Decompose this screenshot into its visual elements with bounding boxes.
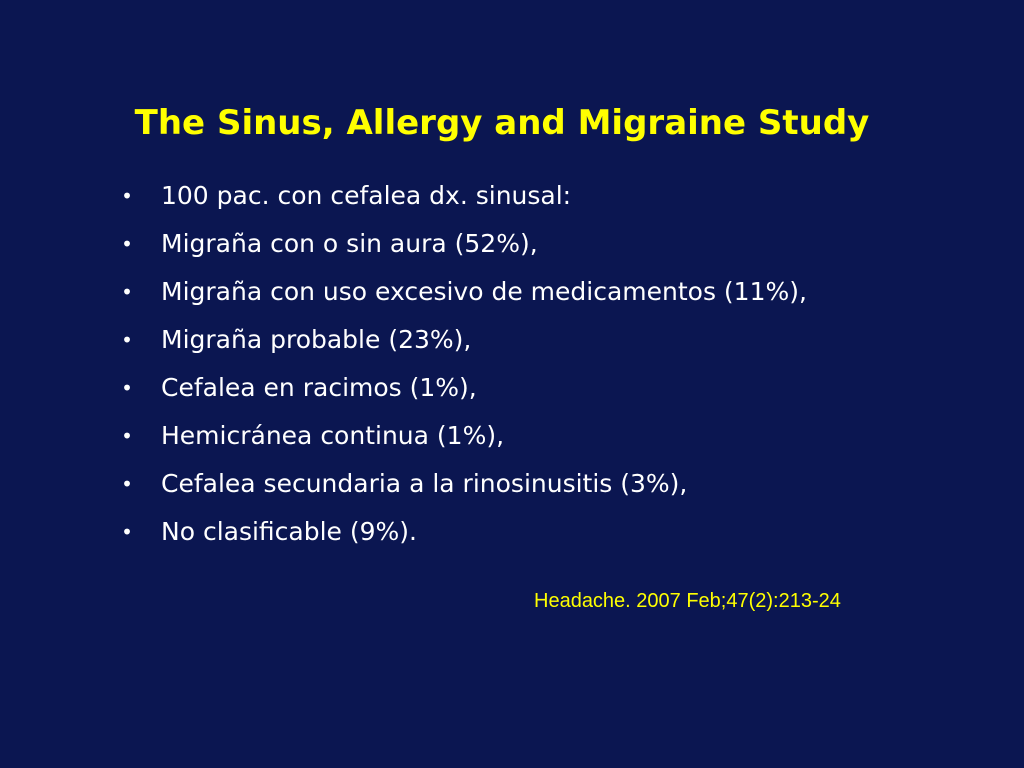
bullet-text: Cefalea secundaria a la rinosinusitis (3%),: [161, 469, 688, 498]
bullet-icon: •: [121, 520, 133, 544]
bullet-icon: •: [121, 184, 133, 208]
bullet-text: Cefalea en racimos (1%),: [161, 373, 477, 402]
bullet-text: Hemicránea continua (1%),: [161, 421, 505, 450]
citation: Headache. 2007 Feb;47(2):213-24: [534, 590, 841, 612]
bullet-icon: •: [121, 472, 133, 496]
bullet-text: 100 pac. con cefalea dx. sinusal:: [161, 181, 572, 210]
bullet-text: Migraña probable (23%),: [161, 325, 472, 354]
bullet-icon: •: [121, 232, 133, 256]
bullet-icon: •: [121, 280, 133, 304]
bullet-text: No clasificable (9%).: [161, 517, 417, 546]
bullet-icon: •: [121, 424, 133, 448]
bullet-icon: •: [121, 328, 133, 352]
bullet-text: Migraña con uso excesivo de medicamentos (11%),: [161, 277, 807, 306]
bullet-text: Migraña con o sin aura (52%),: [161, 229, 538, 258]
slide-title: The Sinus, Allergy and Migraine Study: [134, 103, 870, 143]
bullet-icon: •: [121, 376, 133, 400]
